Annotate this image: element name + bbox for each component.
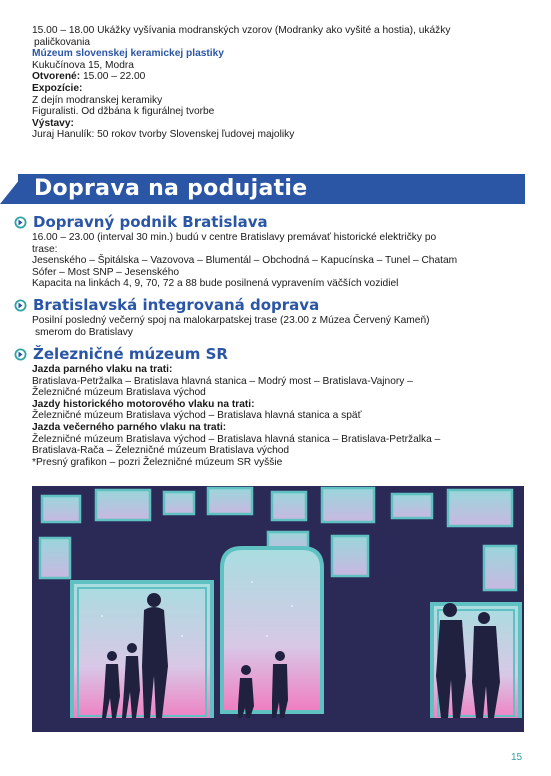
zm-route-heading: Jazda večerného parného vlaku na trati: [32,421,227,433]
expo-label: Expozície: [32,82,83,94]
section-banner [0,174,525,204]
zm-route: Bratislava-Rača – Železničné múzeum Bratislava východ [32,445,290,457]
section-zm [14,345,526,468]
museum-name: Múzeum slovenskej keramickej plastiky [32,48,224,60]
museum-night-illustration [32,486,524,732]
dpb-text: trase: [32,243,58,255]
museum-address: Kukučínova 15, Modra [32,59,134,71]
bullet-arrow-icon [14,348,27,361]
bullet-arrow-icon [14,216,27,229]
zm-route: Železničné múzeum Bratislava východ – Bratislava hlavná stanica a späť [32,410,362,422]
zm-note: *Presný grafikon – pozri Železničné múzeum SR vyššie [32,456,283,468]
expo-item: Figuralisti. Od džbána k figurálnej tvorbe [32,106,215,118]
section-bid [14,296,526,338]
dpb-route: Sófer – Most SNP – Jesenského [32,266,180,278]
zm-route-heading: Jazda parného vlaku na trati: [32,364,173,375]
program-line: 15.00 – 18.00 Ukážky vyšívania modranských vzorov (Modranky ako vyšité a hostia), ukážky [32,25,451,36]
dpb-capacity: Kapacita na linkách 4, 9, 70, 72 a 88 bude posilnená vypravením väčších vozidiel [32,278,399,290]
opening-hours [32,71,532,83]
bid-text: smerom do Bratislavy [35,326,133,338]
open-label: Otvorené: [32,71,81,83]
bid-title: Bratislavská integrovaná doprava [33,296,320,314]
section-dpb [14,213,526,290]
zm-route: Bratislava-Petržalka – Bratislava hlavná stanica – Modrý most – Bratislava-Vajnory – [32,375,413,387]
zm-title: Železničné múzeum SR [33,345,228,363]
dpb-text: 16.00 – 23.00 (interval 30 min.) budú v centre Bratislavy premávať historické električky po [32,232,437,243]
vystavy-item: Juraj Hanulík: 50 rokov tvorby Slovenskej ľudovej majoliky [32,129,295,141]
zm-route: Železničné múzeum Bratislava východ – Bratislava hlavná stanica – Bratislava-Petržalka – [32,433,441,445]
dpb-title: Dopravný podnik Bratislava [33,213,268,231]
museum-info-block [32,25,532,141]
program-line-cont: paličkovania [34,36,91,48]
expo-item: Z dejín modranskej keramiky [32,94,163,106]
zm-route-heading: Jazdy historického motorového vlaku na trati: [32,398,255,410]
bullet-arrow-icon [14,299,27,312]
section-title: Doprava na podujatie [34,176,308,201]
vystavy-label: Výstavy: [32,117,74,129]
bid-text: Posilní posledný večerný spoj na malokarpatskej trase (23.00 z Múzea Červený Kameň) [32,315,430,326]
open-value: 15.00 – 22.00 [80,71,146,83]
dpb-route: Jesenského – Špitálska – Vazovova – Blumentál – Obchodná – Kapucínska – Tunel – Chatam [32,255,458,267]
page-number: 15 [511,752,523,763]
zm-route: Železničné múzeum Bratislava východ [32,387,206,399]
